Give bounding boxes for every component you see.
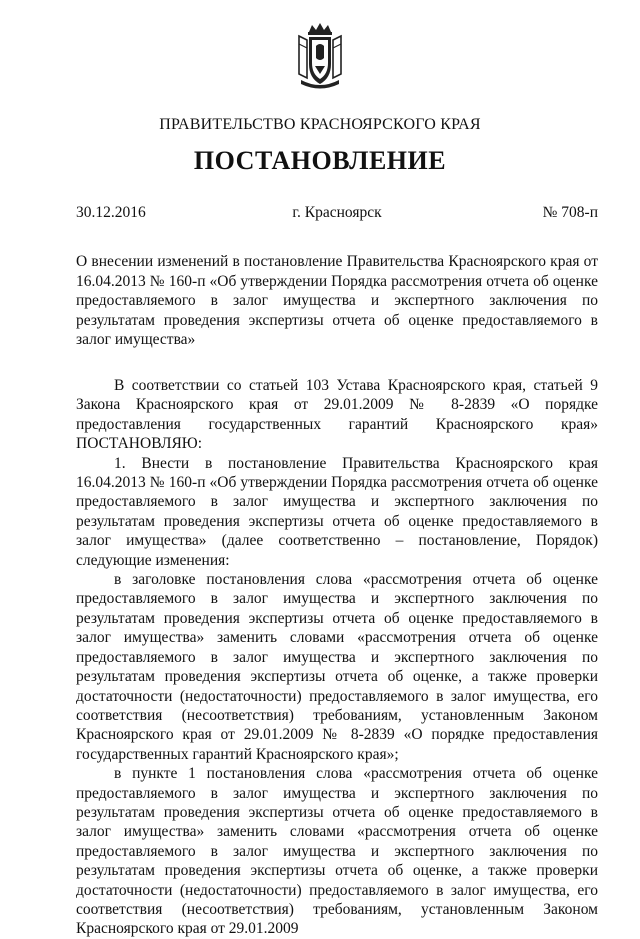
document-city: г. Красноярск (292, 204, 382, 221)
document-number: № 708-п (542, 204, 598, 221)
item-1-paragraph: 1. Внести в постановление Правительства Красноярского края 16.04.2013 № 160-п «Об утверждении Порядка рассмотрения отчета об оценке предоставляемого в залог имущества и экспертного заключения по результатам проведения экспертизы отчета об оценке предоставляемого в залог имущества» (далее соответственно – постановление, Порядок) следующие изменения: (76, 454, 598, 569)
document-meta (76, 204, 598, 224)
change-1-paragraph: в заголовке постановления слова «рассмотрения отчета об оценке предоставляемого в залог имущества и экспертного заключения по результатам проведения экспертизы отчета об оценке предоставляемого в залог имущества» заменить словами «рассмотрения отчета об оценке предоставляемого в залог имущества и экспертного заключения по результатам проведения экспертизы отчета об оценке, а также проверки достаточности (недостаточности) предоставляемого в залог имущества, его соответствия (несоответствия) требованиям, установленным Законом Красноярского края от 29.01.2009 № 8-2839 «О порядке предоставления государственных гарантий Красноярского края»; (76, 571, 598, 763)
government-name: ПРАВИТЕЛЬСТВО КРАСНОЯРСКОГО КРАЯ (159, 116, 481, 133)
preamble-paragraph: В соответствии со статьей 103 Устава Красноярского края, статьей 9 Закона Красноярского края от 29.01.2009 № 8-2839 «О порядке предоставления государственных гарантий Красноярского края» ПОСТАНОВЛЯЮ: (76, 377, 598, 453)
document-date: 30.12.2016 (76, 204, 146, 221)
coat-of-arms-icon (293, 22, 347, 90)
document-body (76, 376, 598, 939)
document-type: ПОСТАНОВЛЕНИЕ (193, 146, 447, 175)
document-subject: О внесении изменений в постановление Правительства Красноярского края от 16.04.2013 № 160-п «Об утверждении Порядка рассмотрения отчета об оценке предоставляемого в залог имущества и экспертного заключения по результатам проведения экспертизы отчета об оценке предоставляемого в залог имущества» (76, 253, 598, 348)
change-2-paragraph: в пункте 1 постановления слова «рассмотрения отчета об оценке предоставляемого в залог имущества и экспертного заключения по результатам проведения экспертизы отчета об оценке предоставляемого в залог имущества» заменить словами «рассмотрения отчета об оценке предоставляемого в залог имущества и экспертного заключения по результатам проведения экспертизы отчета об оценке, а также проверки достаточности (недостаточности) предоставляемого в залог имущества, его соответствия (несоответствия) требованиям, установленным Законом Красноярского края от 29.01.2009 (76, 765, 598, 938)
